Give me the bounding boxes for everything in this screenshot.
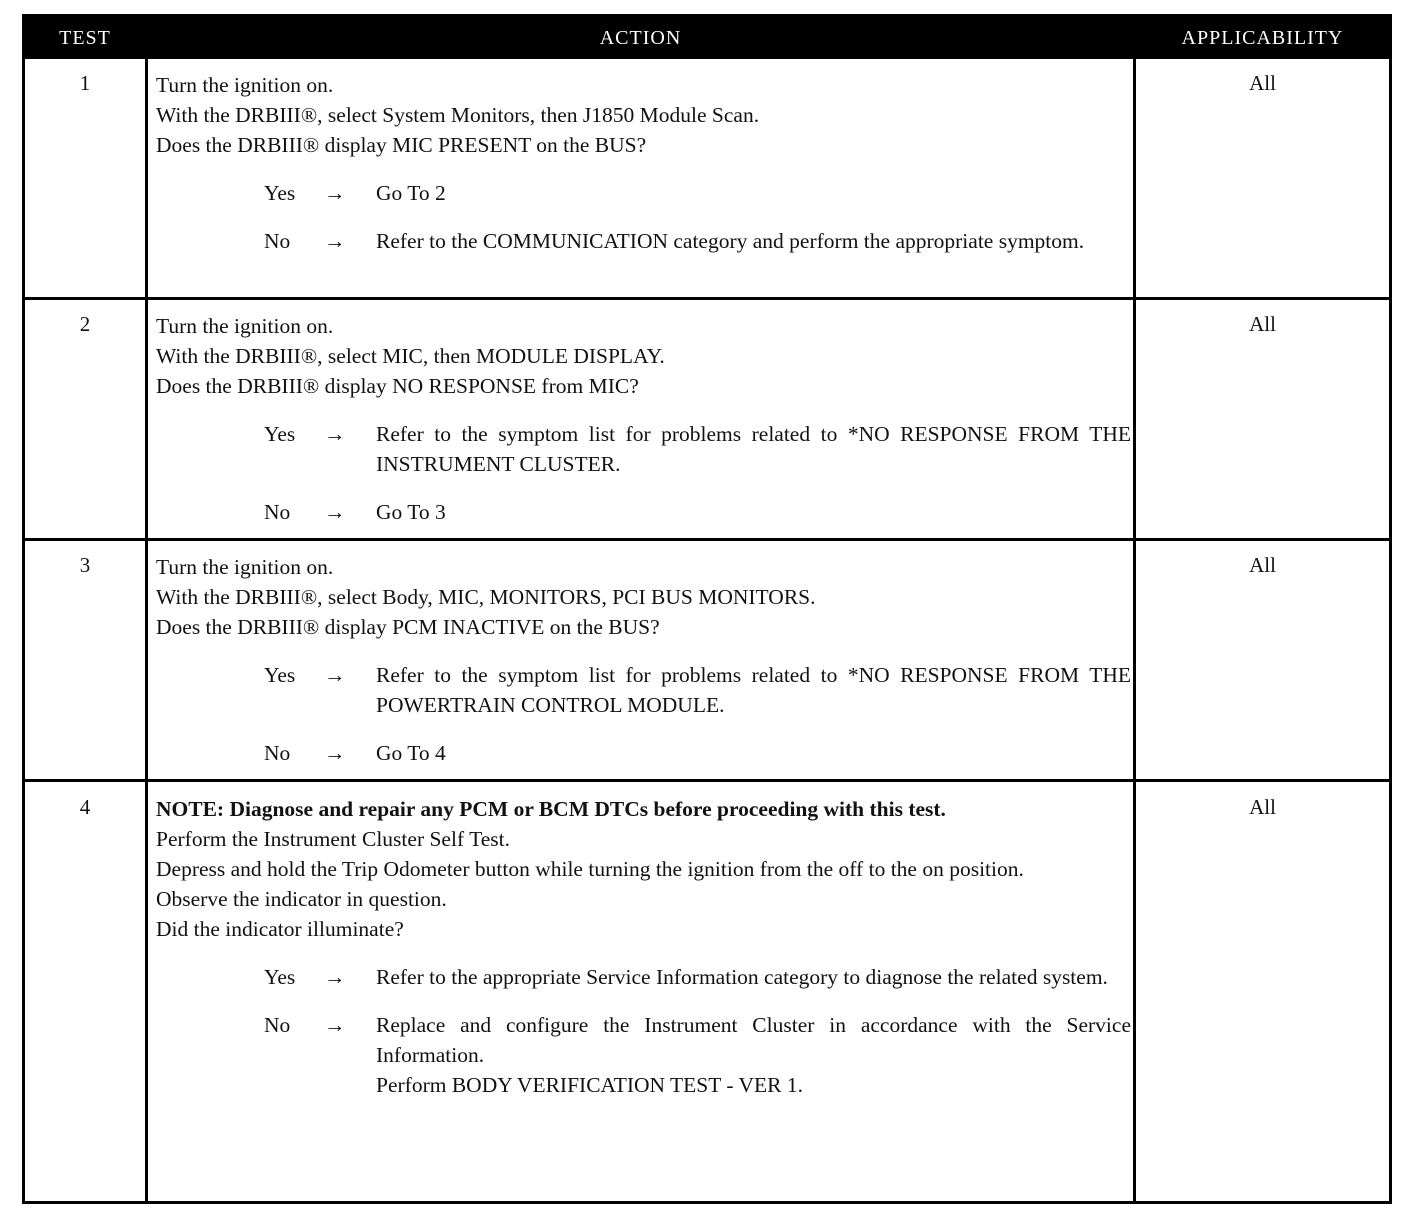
yes-label: Yes [264, 422, 296, 446]
answer-no [264, 497, 1131, 527]
yes-result: Go To 2 [376, 181, 446, 205]
header-action: ACTION [599, 27, 682, 49]
no-label: No [264, 741, 291, 765]
answer-no [264, 738, 1131, 768]
action-step: With the DRBIII®, select MIC, then MODULE DISPLAY. [156, 344, 665, 368]
no-result: Go To 4 [376, 741, 446, 765]
arrow-icon: → [324, 181, 346, 205]
action-step: Observe the indicator in question. [156, 887, 447, 911]
arrow-icon: → [324, 741, 346, 765]
action-cell [156, 311, 1131, 527]
answer-yes [264, 419, 1131, 479]
arrow-icon: → [324, 422, 346, 446]
action-step: Does the DRBIII® display NO RESPONSE from MIC? [156, 374, 639, 398]
answer-yes [264, 660, 1131, 720]
note-text: NOTE: Diagnose and repair any PCM or BCM DTCs before proceeding with this test. [156, 797, 946, 821]
arrow-icon: → [324, 1013, 346, 1037]
header-applicability: APPLICABILITY [1181, 27, 1344, 49]
no-result-line: Replace and configure the Instrument Cluster in accordance with the Service Information. [376, 1013, 1131, 1067]
action-step: Turn the ignition on. [156, 73, 334, 97]
test-number: 4 [79, 795, 91, 819]
yes-label: Yes [264, 965, 296, 989]
column-divider-test [145, 59, 148, 1201]
action-cell [156, 552, 1131, 768]
applicability-value: All [1249, 553, 1276, 577]
table-header [25, 17, 1389, 59]
action-step: Turn the ignition on. [156, 555, 334, 579]
action-cell [156, 794, 1131, 1100]
action-step: With the DRBIII®, select System Monitors, then J1850 Module Scan. [156, 103, 760, 127]
row-divider [25, 297, 1389, 300]
row-divider [25, 538, 1389, 541]
yes-label: Yes [264, 181, 296, 205]
column-divider-applicability [1133, 59, 1136, 1201]
row-divider [25, 779, 1389, 782]
yes-result: Refer to the symptom list for problems related to *NO RESPONSE FROM THE POWERTRAIN CONTROL MODULE. [376, 663, 1131, 717]
answer-no [264, 226, 1131, 256]
applicability-value: All [1249, 795, 1276, 819]
applicability-value: All [1249, 71, 1276, 95]
action-step: Does the DRBIII® display PCM INACTIVE on the BUS? [156, 615, 660, 639]
no-label: No [264, 1013, 291, 1037]
action-step: Does the DRBIII® display MIC PRESENT on the BUS? [156, 133, 647, 157]
diagnostic-table [22, 14, 1392, 1204]
no-result: Go To 3 [376, 500, 446, 524]
arrow-icon: → [324, 965, 346, 989]
answer-yes [264, 178, 1131, 208]
header-test: TEST [59, 27, 111, 49]
yes-result: Refer to the appropriate Service Information category to diagnose the related system. [376, 965, 1108, 989]
no-result-line: Perform BODY VERIFICATION TEST - VER 1. [376, 1073, 804, 1097]
test-number: 2 [79, 312, 91, 336]
action-step: Did the indicator illuminate? [156, 917, 404, 941]
yes-label: Yes [264, 663, 296, 687]
no-result: Refer to the COMMUNICATION category and perform the appropriate symptom. [376, 229, 1085, 253]
arrow-icon: → [324, 500, 346, 524]
arrow-icon: → [324, 229, 346, 253]
action-step: Depress and hold the Trip Odometer button while turning the ignition from the off to the on position. [156, 857, 1024, 881]
yes-result: Refer to the symptom list for problems related to *NO RESPONSE FROM THE INSTRUMENT CLUSTER. [376, 422, 1131, 476]
test-number: 1 [79, 71, 91, 95]
test-number: 3 [79, 553, 91, 577]
arrow-icon: → [324, 663, 346, 687]
answer-yes [264, 962, 1131, 992]
action-step: With the DRBIII®, select Body, MIC, MONITORS, PCI BUS MONITORS. [156, 585, 816, 609]
no-label: No [264, 229, 291, 253]
no-label: No [264, 500, 291, 524]
action-step: Perform the Instrument Cluster Self Test. [156, 827, 510, 851]
applicability-value: All [1249, 312, 1276, 336]
action-cell [156, 70, 1131, 256]
no-result [376, 1010, 1131, 1100]
answer-no [264, 1010, 1131, 1100]
action-step: Turn the ignition on. [156, 314, 334, 338]
